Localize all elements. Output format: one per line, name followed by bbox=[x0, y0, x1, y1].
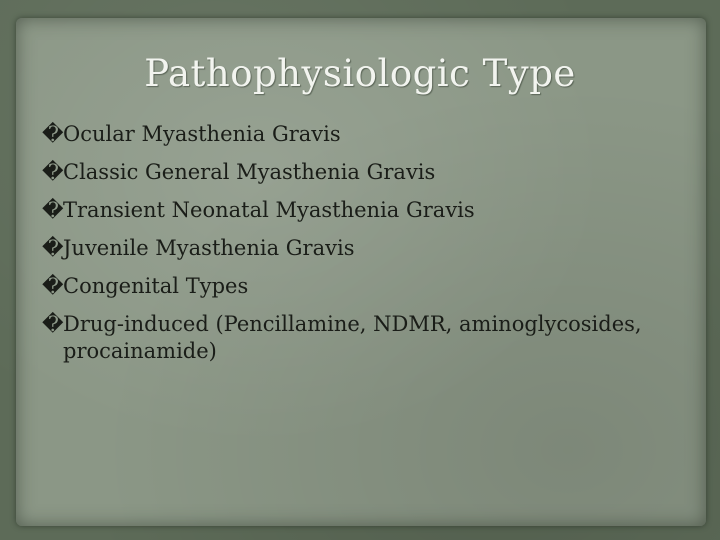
bullet-text: Ocular Myasthenia Gravis bbox=[63, 122, 341, 146]
bullet-glyph-icon: � bbox=[42, 160, 64, 184]
bullet-list bbox=[42, 121, 682, 376]
bullet-glyph-icon: � bbox=[42, 236, 64, 260]
bullet-text: Transient Neonatal Myasthenia Gravis bbox=[63, 198, 475, 222]
bullet-item bbox=[42, 159, 682, 186]
bullet-text: Drug-induced (Pencillamine, NDMR, aminoglycosides, procainamide) bbox=[63, 312, 642, 363]
bullet-item bbox=[42, 273, 682, 300]
bullet-item bbox=[42, 235, 682, 262]
bullet-glyph-icon: � bbox=[42, 312, 64, 336]
bullet-glyph-icon: � bbox=[42, 122, 64, 146]
bullet-item bbox=[42, 121, 682, 148]
bullet-item bbox=[42, 311, 682, 364]
bullet-text: Classic General Myasthenia Gravis bbox=[63, 160, 436, 184]
slide-title: Pathophysiologic Type bbox=[144, 52, 576, 95]
bullet-glyph-icon: � bbox=[42, 274, 64, 298]
bullet-item bbox=[42, 197, 682, 224]
bullet-glyph-icon: � bbox=[42, 198, 64, 222]
bullet-text: Juvenile Myasthenia Gravis bbox=[63, 236, 355, 260]
bullet-text: Congenital Types bbox=[63, 274, 249, 298]
